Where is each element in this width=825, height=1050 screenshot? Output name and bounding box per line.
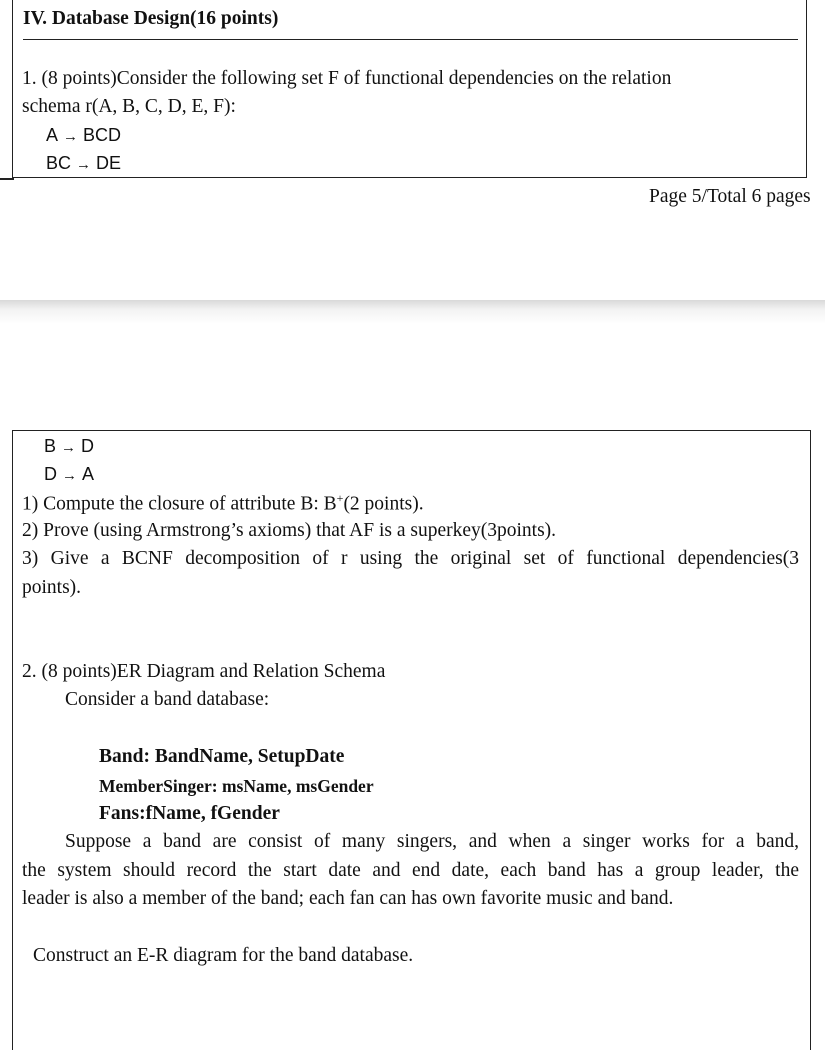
entity-member-singer: MemberSinger: msName, msGender xyxy=(99,776,374,796)
q1-subquestion-1 xyxy=(22,491,424,516)
q2-paragraph-line3: leader is also a member of the band; each fan can has own favorite music and band. xyxy=(22,888,674,909)
fd-lhs: BC xyxy=(46,153,72,173)
arrow-icon: → xyxy=(62,467,77,484)
plus-superscript: + xyxy=(336,491,344,505)
fd-rhs: DE xyxy=(96,153,122,173)
q2-paragraph-line2: the system should record the start date and end date, each band has a group leader, the xyxy=(22,860,799,881)
q1-subquestion-2: 2) Prove (using Armstrong’s axioms) that AF is a superkey(3points). xyxy=(22,520,557,541)
q2-intro: Consider a band database: xyxy=(65,689,270,710)
fd-rhs: D xyxy=(81,436,95,456)
question-box-bottom xyxy=(12,430,811,1050)
fd-row xyxy=(46,125,121,146)
q1-subquestion-3-line1: 3) Give a BCNF decomposition of r using the original set of functional dependencies(3 xyxy=(22,548,799,569)
divider xyxy=(0,178,14,180)
question-box-top xyxy=(12,0,807,178)
q2-heading: 2. (8 points)ER Diagram and Relation Schema xyxy=(22,661,386,682)
page-number: Page 5/Total 6 pages xyxy=(649,186,811,207)
arrow-icon: → xyxy=(63,128,79,145)
fd-lhs: B xyxy=(44,436,57,456)
fd-rhs: BCD xyxy=(83,125,122,145)
fd-row xyxy=(46,153,121,174)
q1-subquestion-3-line2: points). xyxy=(22,577,82,598)
fd-row xyxy=(44,464,94,485)
arrow-icon: → xyxy=(76,156,92,173)
entity-fans: Fans:fName, fGender xyxy=(99,803,280,824)
sub1-text: 1) Compute the closure of attribute B: B xyxy=(22,493,337,515)
fd-rhs: A xyxy=(82,464,95,484)
section-title: IV. Database Design(16 points) xyxy=(23,8,798,40)
q1-intro-line1: 1. (8 points)Consider the following set F of functional dependencies on the relation xyxy=(22,68,672,89)
fd-lhs: A xyxy=(46,125,59,145)
entity-band: Band: BandName, SetupDate xyxy=(99,746,345,767)
q1-intro-line2: schema r(A, B, C, D, E, F): xyxy=(22,96,236,117)
q2-paragraph-line1: Suppose a band are consist of many singers, and when a singer works for a band, xyxy=(65,831,799,852)
q2-task: Construct an E-R diagram for the band database. xyxy=(33,945,414,966)
fd-lhs: D xyxy=(44,464,57,484)
fd-row xyxy=(44,436,94,457)
sub1-points: (2 points). xyxy=(343,493,424,515)
arrow-icon: → xyxy=(61,439,77,456)
page-gap xyxy=(0,300,825,324)
